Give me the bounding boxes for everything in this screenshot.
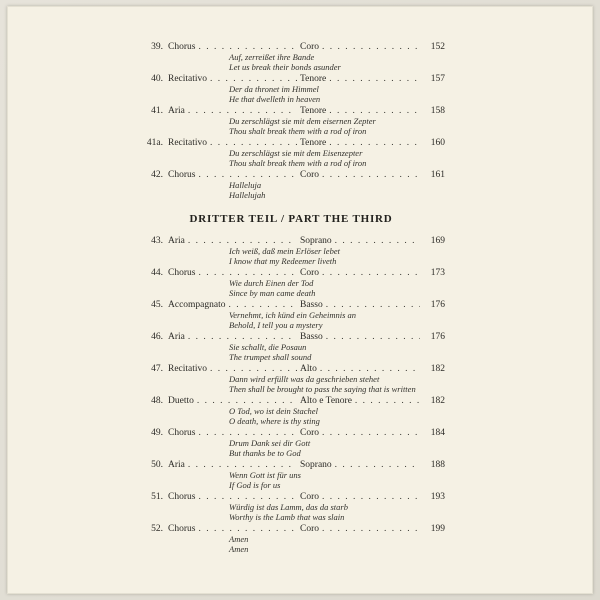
entry-voice: Basso xyxy=(300,300,323,310)
toc-entry xyxy=(137,236,445,266)
entry-english-incipit: Let us break their bonds asunder xyxy=(229,61,341,72)
part-three-entries xyxy=(137,236,445,554)
entry-english-incipit: Amen xyxy=(229,543,249,554)
entry-voice: Soprano xyxy=(300,460,332,470)
entry-row xyxy=(137,524,445,535)
entry-german-incipit: Dann wird erfüllt was da geschrieben stehet xyxy=(229,374,380,384)
dot-leader xyxy=(335,236,420,247)
entry-german-incipit: Du zerschlägst sie mit dem Eisenzepter xyxy=(229,148,363,158)
toc-entry xyxy=(137,396,445,426)
entry-page-number: 193 xyxy=(430,492,445,502)
toc-entry xyxy=(137,268,445,298)
entry-page-number: 199 xyxy=(430,524,445,534)
entry-page-number: 188 xyxy=(430,460,445,470)
entry-voice: Tenore xyxy=(300,74,327,84)
entry-number: 43. xyxy=(151,236,163,246)
entry-number: 49. xyxy=(151,428,163,438)
entry-german-incipit: Drum Dank sei dir Gott xyxy=(229,438,311,448)
part-two-entries xyxy=(137,42,445,200)
dot-leader xyxy=(322,428,420,439)
toc-entry xyxy=(137,170,445,200)
entry-title: Accompagnato xyxy=(168,300,226,310)
entry-voice: Coro xyxy=(300,170,319,180)
toc-entry xyxy=(137,524,445,554)
section-heading: DRITTER TEIL / PART THE THIRD xyxy=(189,213,393,225)
dot-leader xyxy=(322,524,420,535)
entry-voice-cell xyxy=(300,524,423,535)
entry-page-number: 182 xyxy=(430,364,445,374)
toc-content xyxy=(137,42,445,556)
entry-voice: Tenore xyxy=(300,106,327,116)
entry-voice: Basso xyxy=(300,332,323,342)
entry-page-number: 176 xyxy=(430,332,445,342)
entry-english-incipit: Since by man came death xyxy=(229,287,316,298)
entry-title: Aria xyxy=(168,236,185,246)
entry-german-incipit: Wenn Gott ist für uns xyxy=(229,470,301,480)
entry-title: Aria xyxy=(168,106,185,116)
entry-voice-cell xyxy=(300,42,423,53)
entry-voice: Coro xyxy=(300,268,319,278)
entry-german-incipit: Auf, zerreißet ihre Bande xyxy=(229,52,315,62)
entry-row xyxy=(137,170,445,181)
entry-english-incipit: Behold, I tell you a mystery xyxy=(229,319,323,330)
entry-page-number: 152 xyxy=(430,42,445,52)
entry-number: 45. xyxy=(151,300,163,310)
entry-title: Duetto xyxy=(168,396,194,406)
dot-leader xyxy=(329,74,420,85)
toc-page xyxy=(7,6,593,594)
entry-page-number: 184 xyxy=(430,428,445,438)
entry-title: Chorus xyxy=(168,268,196,278)
toc-entry xyxy=(137,42,445,72)
entry-voice-cell xyxy=(300,428,423,439)
toc-entry xyxy=(137,138,445,168)
toc-entry xyxy=(137,460,445,490)
toc-entry xyxy=(137,492,445,522)
entry-title: Aria xyxy=(168,332,185,342)
entry-title: Aria xyxy=(168,460,185,470)
entry-page-number: 161 xyxy=(430,170,445,180)
entry-number: 39. xyxy=(151,42,163,52)
entry-page-number: 157 xyxy=(430,74,445,84)
entry-number: 46. xyxy=(151,332,163,342)
entry-number: 42. xyxy=(151,170,163,180)
entry-english-incipit: But thanks be to God xyxy=(229,447,301,458)
entry-page-number: 158 xyxy=(430,106,445,116)
entry-title: Recitativo xyxy=(168,138,208,148)
entry-title: Chorus xyxy=(168,170,196,180)
entry-english-incipit: If God is for us xyxy=(229,479,281,490)
entry-title: Chorus xyxy=(168,42,196,52)
entry-page-number: 173 xyxy=(430,268,445,278)
entry-german-incipit: Vernehmt, ich künd ein Geheimnis an xyxy=(229,310,356,320)
entry-title: Chorus xyxy=(168,524,196,534)
entry-voice: Alto e Tenore xyxy=(300,396,352,406)
entry-number: 52. xyxy=(151,524,163,534)
dot-leader xyxy=(335,460,420,471)
entry-voice-cell xyxy=(300,268,423,279)
entry-title: Recitativo xyxy=(168,74,208,84)
toc-entry xyxy=(137,106,445,136)
toc-entry xyxy=(137,300,445,330)
entry-voice: Coro xyxy=(300,492,319,502)
entry-number: 48. xyxy=(151,396,163,406)
entry-german-incipit: Würdig ist das Lamm, das da starb xyxy=(229,502,348,512)
entry-english-incipit: I know that my Redeemer liveth xyxy=(229,255,337,266)
entry-number: 41. xyxy=(151,106,163,116)
entry-english-incipit: Worthy is the Lamb that was slain xyxy=(229,511,345,522)
entry-number: 41a. xyxy=(146,138,163,148)
entry-english-incipit: Hallelujah xyxy=(229,189,266,200)
entry-title: Recitativo xyxy=(168,364,208,374)
entry-title: Chorus xyxy=(168,492,196,502)
entry-voice: Tenore xyxy=(300,138,327,148)
entry-german-incipit: O Tod, wo ist dein Stachel xyxy=(229,406,318,416)
entry-english-incipit: Then shall be brought to pass the saying that is written xyxy=(229,383,416,394)
toc-entry xyxy=(137,428,445,458)
entry-number: 51. xyxy=(151,492,163,502)
entry-voice-cell xyxy=(300,170,423,181)
entry-voice: Coro xyxy=(300,428,319,438)
entry-english-incipit: The trumpet shall sound xyxy=(229,351,312,362)
entry-title: Chorus xyxy=(168,428,196,438)
dot-leader xyxy=(326,332,420,343)
entry-german-incipit: Sie schallt, die Posaun xyxy=(229,342,307,352)
dot-leader xyxy=(355,396,420,407)
entry-german-incipit: Amen xyxy=(229,534,249,544)
entry-german-incipit: Der da thronet im Himmel xyxy=(229,84,319,94)
dot-leader xyxy=(322,170,420,181)
dot-leader xyxy=(322,268,420,279)
entry-voice-cell xyxy=(300,460,423,471)
entry-page-number: 169 xyxy=(430,236,445,246)
toc-entry xyxy=(137,364,445,394)
entry-english-incipit: Thou shalt break them with a rod of iron xyxy=(229,125,367,136)
entry-german-incipit: Wie durch Einen der Tod xyxy=(229,278,314,288)
entry-german-incipit: Halleluja xyxy=(229,180,262,190)
toc-entry xyxy=(137,332,445,362)
entry-voice: Alto xyxy=(300,364,317,374)
entry-german-incipit: Ich weiß, daß mein Erlöser lebet xyxy=(229,246,340,256)
entry-voice: Soprano xyxy=(300,236,332,246)
entry-number: 44. xyxy=(151,268,163,278)
entry-english-incipit: O death, where is thy sting xyxy=(229,415,320,426)
entry-page-number: 160 xyxy=(430,138,445,148)
entry-voice: Coro xyxy=(300,42,319,52)
dot-leader xyxy=(322,42,420,53)
entry-english-incipit: Thou shalt break them with a rod of iron xyxy=(229,157,367,168)
entry-english-incipit: He that dwelleth in heaven xyxy=(229,93,321,104)
entry-number: 47. xyxy=(151,364,163,374)
entry-number: 40. xyxy=(151,74,163,84)
entry-voice-cell xyxy=(300,332,423,343)
entry-german-incipit: Du zerschlägst sie mit dem eisernen Zepter xyxy=(229,116,376,126)
entry-voice: Coro xyxy=(300,524,319,534)
entry-number: 50. xyxy=(151,460,163,470)
entry-voice-cell xyxy=(300,396,423,407)
entry-page-number: 182 xyxy=(430,396,445,406)
entry-page-number: 176 xyxy=(430,300,445,310)
toc-entry xyxy=(137,74,445,104)
